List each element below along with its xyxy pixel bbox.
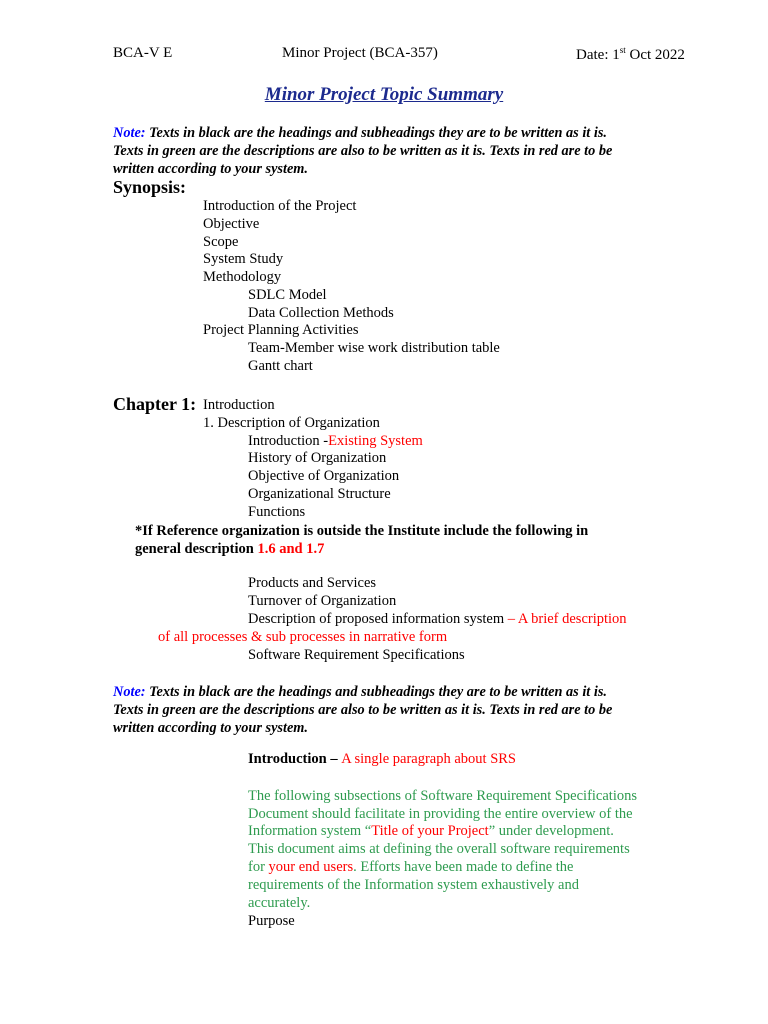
chapter1-intro-existing: Introduction -Existing System — [248, 433, 423, 449]
page-title: Minor Project Topic Summary — [264, 84, 504, 105]
srs-para-line: requirements of the Information system exhaustively and — [248, 877, 579, 893]
chapter1-history: History of Organization — [248, 450, 387, 466]
reference-note-line-1: *If Reference organization is outside the Institute include the following in — [135, 523, 589, 539]
synopsis-subitem: SDLC Model — [248, 287, 327, 303]
srs-para-line: Document should facilitate in providing the entire overview of the — [248, 806, 633, 822]
chapter1-proposed-cont: of all processes & sub processes in narrative form — [158, 629, 448, 645]
srs-intro: Introduction – A single paragraph about SRS — [248, 751, 516, 767]
synopsis-item: System Study — [203, 251, 284, 267]
synopsis-subitem: Data Collection Methods — [248, 305, 394, 321]
note2-label: Note: — [113, 684, 146, 700]
note-line-2: Texts in green are the descriptions are also to be written as it is. Texts in red are to be — [113, 143, 613, 159]
chapter1-functions: Functions — [248, 504, 306, 520]
srs-purpose: Purpose — [248, 913, 295, 929]
note2-line-1: Note: Texts in black are the headings and subheadings they are to be written as it is. — [113, 684, 607, 700]
chapter1-objective: Objective of Organization — [248, 468, 400, 484]
synopsis-item: Project Planning Activities — [203, 322, 359, 338]
srs-para-line: for your end users. Efforts have been made to define the — [248, 859, 574, 875]
synopsis-subitem: Team-Member wise work distribution table — [248, 340, 500, 356]
srs-para-line: The following subsections of Software Requirement Specifications — [248, 788, 637, 804]
synopsis-subitem: Gantt chart — [248, 358, 313, 374]
note2-line-2: Texts in green are the descriptions are also to be written as it is. Texts in red are to be — [113, 702, 613, 718]
chapter1-structure: Organizational Structure — [248, 486, 391, 502]
header-left: BCA-V E — [113, 45, 173, 61]
chapter1-proposed: Description of proposed information system – A brief description — [248, 611, 627, 627]
synopsis-heading: Synopsis: — [113, 177, 187, 197]
srs-para-line: This document aims at defining the overall software requirements — [248, 841, 630, 857]
header-course: Minor Project (BCA-357) — [282, 45, 438, 61]
reference-note-line-2: general description 1.6 and 1.7 — [135, 541, 325, 557]
chapter1-desc-org: 1. Description of Organization — [203, 415, 380, 431]
chapter1-turnover: Turnover of Organization — [248, 593, 397, 609]
note2-line-3: written according to your system. — [113, 720, 308, 736]
chapter1-srs: Software Requirement Specifications — [248, 647, 465, 663]
note-line-3: written according to your system. — [113, 161, 308, 177]
chapter1-intro: Introduction — [203, 397, 275, 413]
chapter1-products: Products and Services — [248, 575, 377, 591]
srs-para-line: Information system “Title of your Project” under development. — [248, 823, 614, 839]
note-label: Note: — [113, 125, 146, 141]
synopsis-item: Introduction of the Project — [203, 198, 357, 214]
header-date: Date: 1st Oct 2022 — [576, 45, 685, 63]
srs-para-line: accurately. — [248, 895, 311, 911]
synopsis-item: Scope — [203, 234, 239, 250]
synopsis-item: Objective — [203, 216, 260, 232]
note-line-1: Note: Texts in black are the headings and subheadings they are to be written as it is. — [113, 125, 607, 141]
synopsis-item: Methodology — [203, 269, 282, 285]
chapter1-heading: Chapter 1: — [113, 394, 197, 414]
